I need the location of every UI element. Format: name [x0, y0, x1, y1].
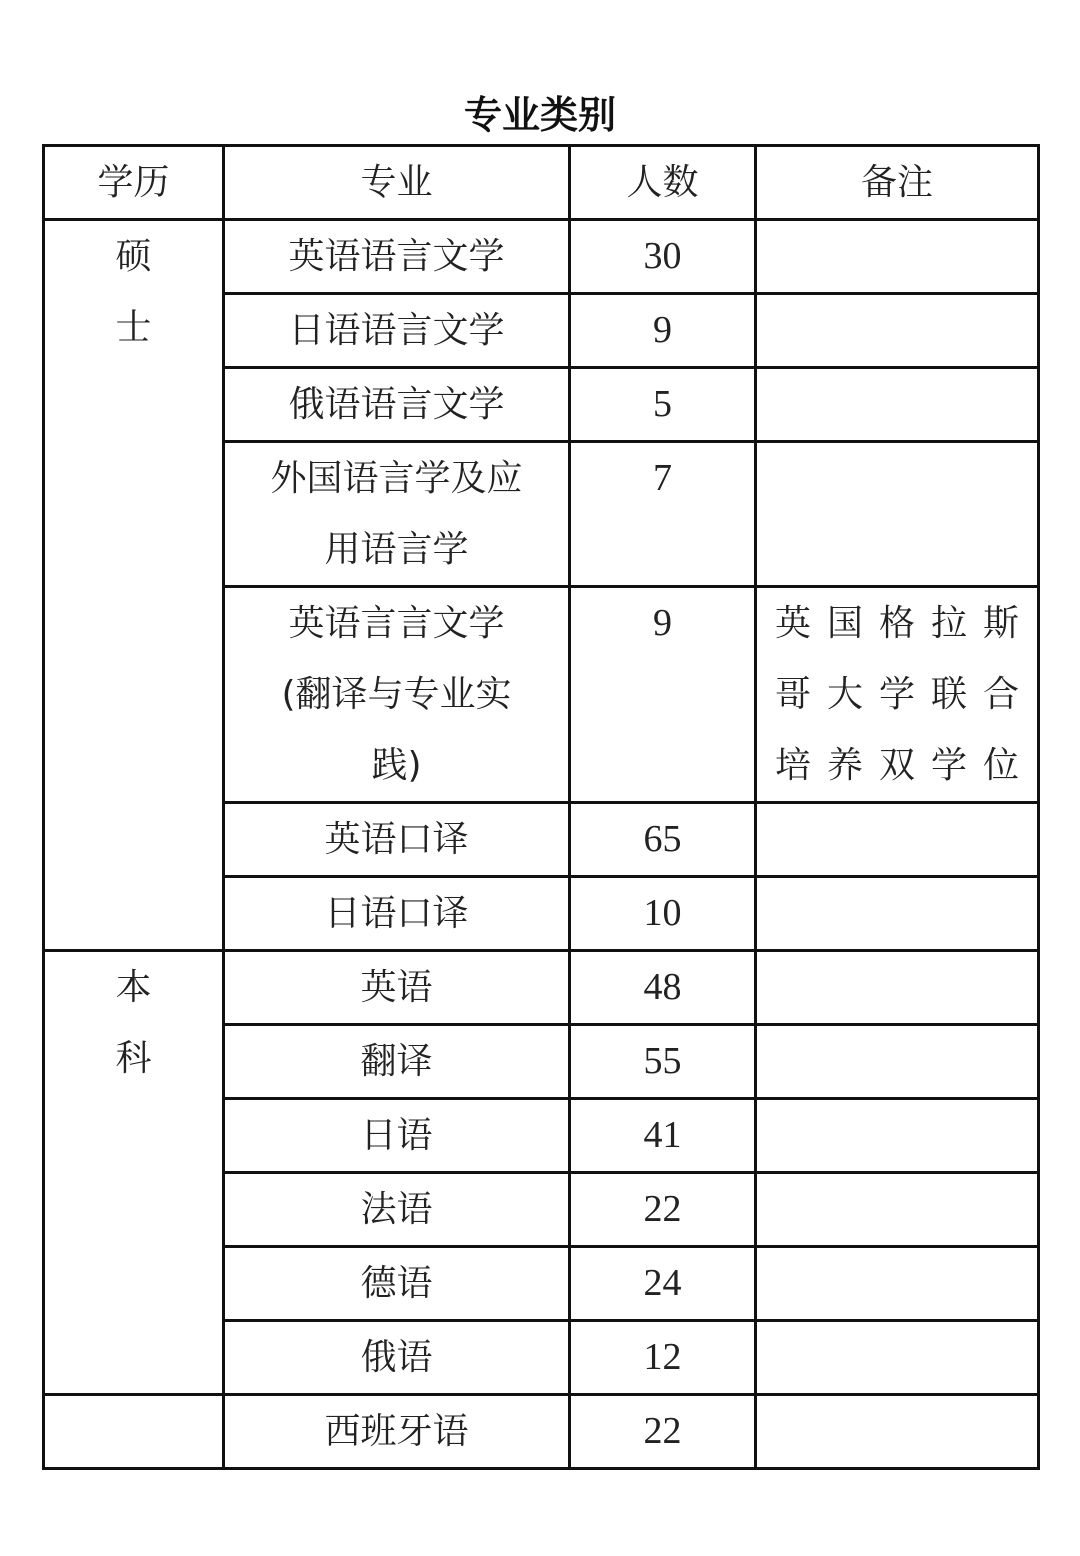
note-line: 哥大学联合	[775, 674, 1019, 715]
degree-char: 硕	[115, 236, 152, 277]
count-cell: 10	[570, 877, 756, 951]
major-line: 英语言言文学	[288, 603, 505, 644]
major-line: 日语	[360, 1115, 433, 1156]
note-cell	[756, 1321, 1039, 1395]
count-cell: 5	[570, 368, 756, 442]
header-major: 专业	[224, 146, 570, 220]
count-cell: 22	[570, 1395, 756, 1469]
note-cell	[756, 1025, 1039, 1099]
note-cell	[756, 294, 1039, 368]
count-cell: 7	[570, 442, 756, 587]
major-line: 日语口译	[324, 893, 469, 934]
major-line: 践)	[371, 745, 422, 786]
degree-cell	[44, 1395, 224, 1469]
major-line: 日语语言文学	[288, 310, 505, 351]
header-degree: 学历	[44, 146, 224, 220]
note-cell	[756, 368, 1039, 442]
count-cell: 12	[570, 1321, 756, 1395]
major-cell	[224, 877, 570, 951]
header-count: 人数	[570, 146, 756, 220]
major-cell	[224, 442, 570, 587]
note-line: 培养双学位	[775, 745, 1019, 786]
major-cell	[224, 1395, 570, 1469]
major-line: 俄语语言文学	[288, 384, 505, 425]
major-line: 用语言学	[324, 529, 469, 570]
degree-cell	[44, 951, 224, 1395]
note-cell	[756, 1395, 1039, 1469]
count-cell: 22	[570, 1173, 756, 1247]
degree-char: 士	[115, 307, 152, 348]
major-line: 法语	[360, 1189, 433, 1230]
major-line: 翻译	[360, 1041, 433, 1082]
header-note: 备注	[756, 146, 1039, 220]
header-row	[44, 146, 1039, 220]
major-line: 外国语言学及应	[270, 458, 523, 499]
count-cell: 30	[570, 220, 756, 294]
major-line: (翻译与专业实	[281, 674, 512, 715]
major-line: 德语	[360, 1263, 433, 1304]
major-cell	[224, 803, 570, 877]
major-cell	[224, 1247, 570, 1321]
degree-char: 本	[115, 967, 152, 1008]
count-cell: 48	[570, 951, 756, 1025]
count-cell: 9	[570, 587, 756, 803]
note-cell	[756, 951, 1039, 1025]
note-cell	[756, 1247, 1039, 1321]
note-cell	[756, 1173, 1039, 1247]
table-title: 专业类别	[463, 93, 616, 137]
major-cell	[224, 220, 570, 294]
table-row	[44, 220, 1039, 294]
major-cell	[224, 294, 570, 368]
degree-cell	[44, 220, 224, 951]
count-cell: 41	[570, 1099, 756, 1173]
major-cell	[224, 1099, 570, 1173]
note-cell	[756, 1099, 1039, 1173]
major-line: 西班牙语	[324, 1411, 469, 1452]
major-cell	[224, 587, 570, 803]
major-line: 英语	[360, 967, 433, 1008]
degree-char: 科	[115, 1038, 152, 1079]
note-cell	[756, 803, 1039, 877]
table-row	[44, 951, 1039, 1025]
table-row	[44, 1395, 1039, 1469]
major-cell	[224, 951, 570, 1025]
count-cell: 55	[570, 1025, 756, 1099]
major-cell	[224, 1025, 570, 1099]
note-cell	[756, 220, 1039, 294]
note-cell	[756, 877, 1039, 951]
note-cell	[756, 442, 1039, 587]
major-cell	[224, 1321, 570, 1395]
note-cell	[756, 587, 1039, 803]
note-line: 英国格拉斯	[775, 603, 1019, 644]
count-cell: 9	[570, 294, 756, 368]
major-cell	[224, 368, 570, 442]
major-line: 英语语言文学	[288, 236, 505, 277]
major-cell	[224, 1173, 570, 1247]
count-cell: 65	[570, 803, 756, 877]
count-cell: 24	[570, 1247, 756, 1321]
major-line: 英语口译	[324, 819, 469, 860]
major-table	[42, 144, 1040, 1470]
major-line: 俄语	[360, 1337, 433, 1378]
